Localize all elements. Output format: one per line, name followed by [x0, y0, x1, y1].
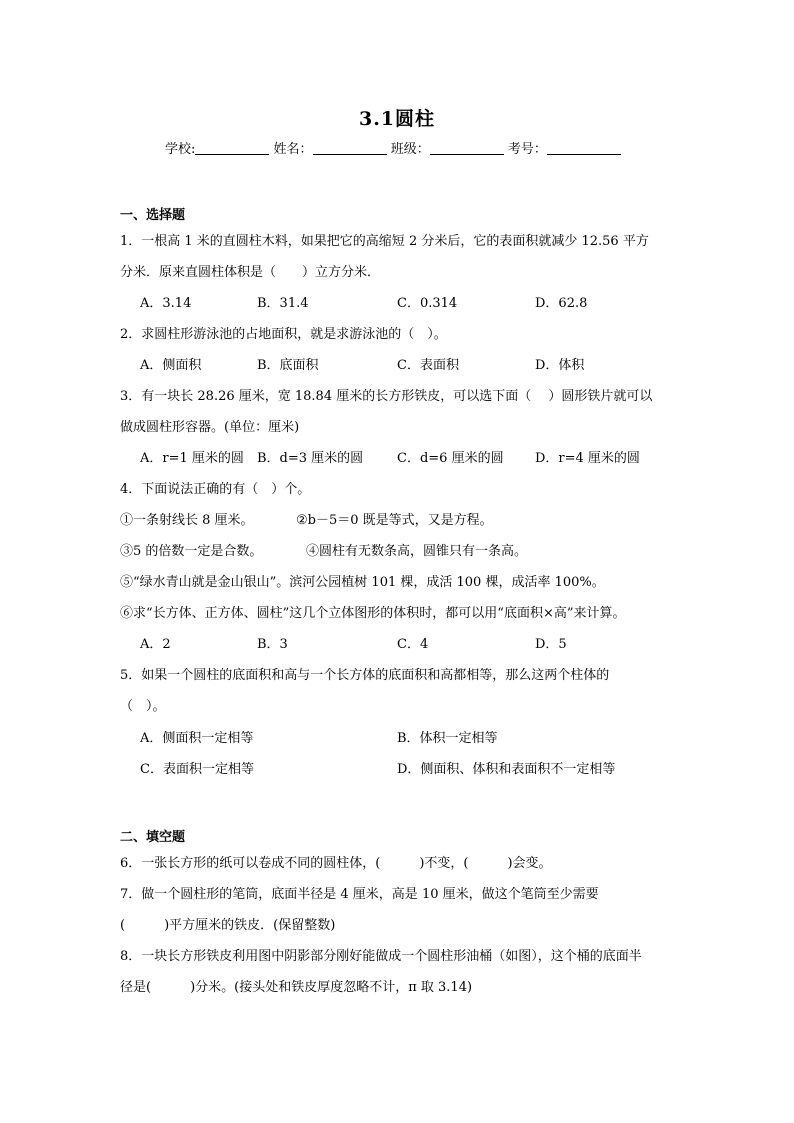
q3-option-d: D．r=4 厘米的圆	[535, 451, 640, 466]
page-title: 3.1圆柱	[358, 108, 436, 130]
name-blank	[313, 140, 387, 155]
q4-option-c: C．4	[397, 637, 429, 652]
q4-statement-2: ②b－5＝0 既是等式，又是方程。	[296, 513, 493, 528]
exam-no-label: 考号：	[507, 142, 547, 157]
question-1-line-2: 分米．原来直圆柱体积是（ ）立方分米．	[120, 265, 381, 280]
question-8-line-2: 径是( )分米。(接头处和铁皮厚度忽略不计，π 取 3.14)	[120, 980, 473, 995]
section-heading-fill-in: 二、填空题	[120, 830, 186, 845]
q2-option-b: B．底面积	[257, 358, 319, 373]
question-7-line-2: ( )平方厘米的铁皮．(保留整数)	[120, 918, 336, 933]
question-1-line-1: 1．一根高 1 米的直圆柱木料，如果把它的高缩短 2 分米后，它的表面积就减少 12.56 平方	[120, 234, 649, 249]
q4-statement-1: ①一条射线长 8 厘米。	[120, 513, 254, 528]
q5-option-d: D．侧面积、体积和表面积不一定相等	[397, 762, 616, 777]
section-heading-choice: 一、选择题	[120, 208, 186, 223]
question-6-line-1: 6．一张长方形的纸可以卷成不同的圆柱体，( )不变，( )会变。	[120, 856, 552, 871]
question-4-line-1: 4．下面说法正确的有（ ）个。	[120, 482, 311, 497]
school-blank	[195, 140, 269, 155]
school-label: 学校:	[165, 142, 196, 157]
q4-statement-4: ④圆柱有无数条高，圆锥只有一条高。	[306, 544, 528, 559]
q4-statement-5: ⑤“绿水青山就是金山银山”。滨河公园植树 101 棵，成活 100 棵，成活率 100%。	[120, 575, 605, 590]
q2-option-c: C．表面积	[397, 358, 459, 373]
q1-option-b: B．31.4	[257, 296, 309, 311]
q1-option-a: A．3.14	[140, 296, 192, 311]
q3-option-a: A．r=1 厘米的圆	[140, 451, 244, 466]
class-label: 班级：	[390, 142, 430, 157]
question-7-line-1: 7．做一个圆柱形的笔筒，底面半径是 4 厘米，高是 10 厘米，做这个笔筒至少需要	[120, 887, 599, 902]
question-3-line-2: 做成圆柱形容器。(单位：厘米)	[120, 420, 300, 435]
q2-option-d: D．体积	[535, 358, 585, 373]
question-3-line-1: 3．有一块长 28.26 厘米，宽 18.84 厘米的长方形铁皮，可以选下面（ ）圆形铁片就可以	[120, 389, 653, 404]
name-label: 姓名：	[273, 142, 313, 157]
q2-option-a: A．侧面积	[140, 358, 202, 373]
question-2-line-1: 2．求圆柱形游泳池的占地面积，就是求游泳池的（ ）。	[120, 327, 447, 342]
q1-option-d: D．62.8	[535, 296, 588, 311]
q4-option-a: A．2	[140, 637, 171, 652]
q4-option-d: D．5	[535, 637, 567, 652]
q3-option-c: C．d=6 厘米的圆	[397, 451, 504, 466]
student-info-row	[165, 138, 621, 157]
q1-option-c: C．0.314	[397, 296, 458, 311]
q5-option-b: B．体积一定相等	[397, 731, 498, 746]
class-blank	[430, 140, 504, 155]
question-5-line-1: 5．如果一个圆柱的底面积和高与一个长方体的底面积和高都相等，那么这两个柱体的	[120, 668, 610, 683]
q4-statement-6: ⑥求“长方体、正方体、圆柱”这几个立体图形的体积时，都可以用“底面积×高”来计算。	[120, 606, 626, 621]
exam-no-blank	[547, 140, 621, 155]
q5-option-a: A．侧面积一定相等	[140, 731, 254, 746]
q4-statement-3: ③5 的倍数一定是合数。	[120, 544, 263, 559]
q3-option-b: B．d=3 厘米的圆	[257, 451, 364, 466]
q4-option-b: B．3	[257, 637, 288, 652]
q5-option-c: C．表面积一定相等	[140, 762, 254, 777]
question-8-line-1: 8．一块长方形铁皮利用图中阴影部分刚好能做成一个圆柱形油桶（如图），这个桶的底面半	[120, 949, 642, 964]
question-5-line-2: （ ）。	[120, 699, 166, 714]
